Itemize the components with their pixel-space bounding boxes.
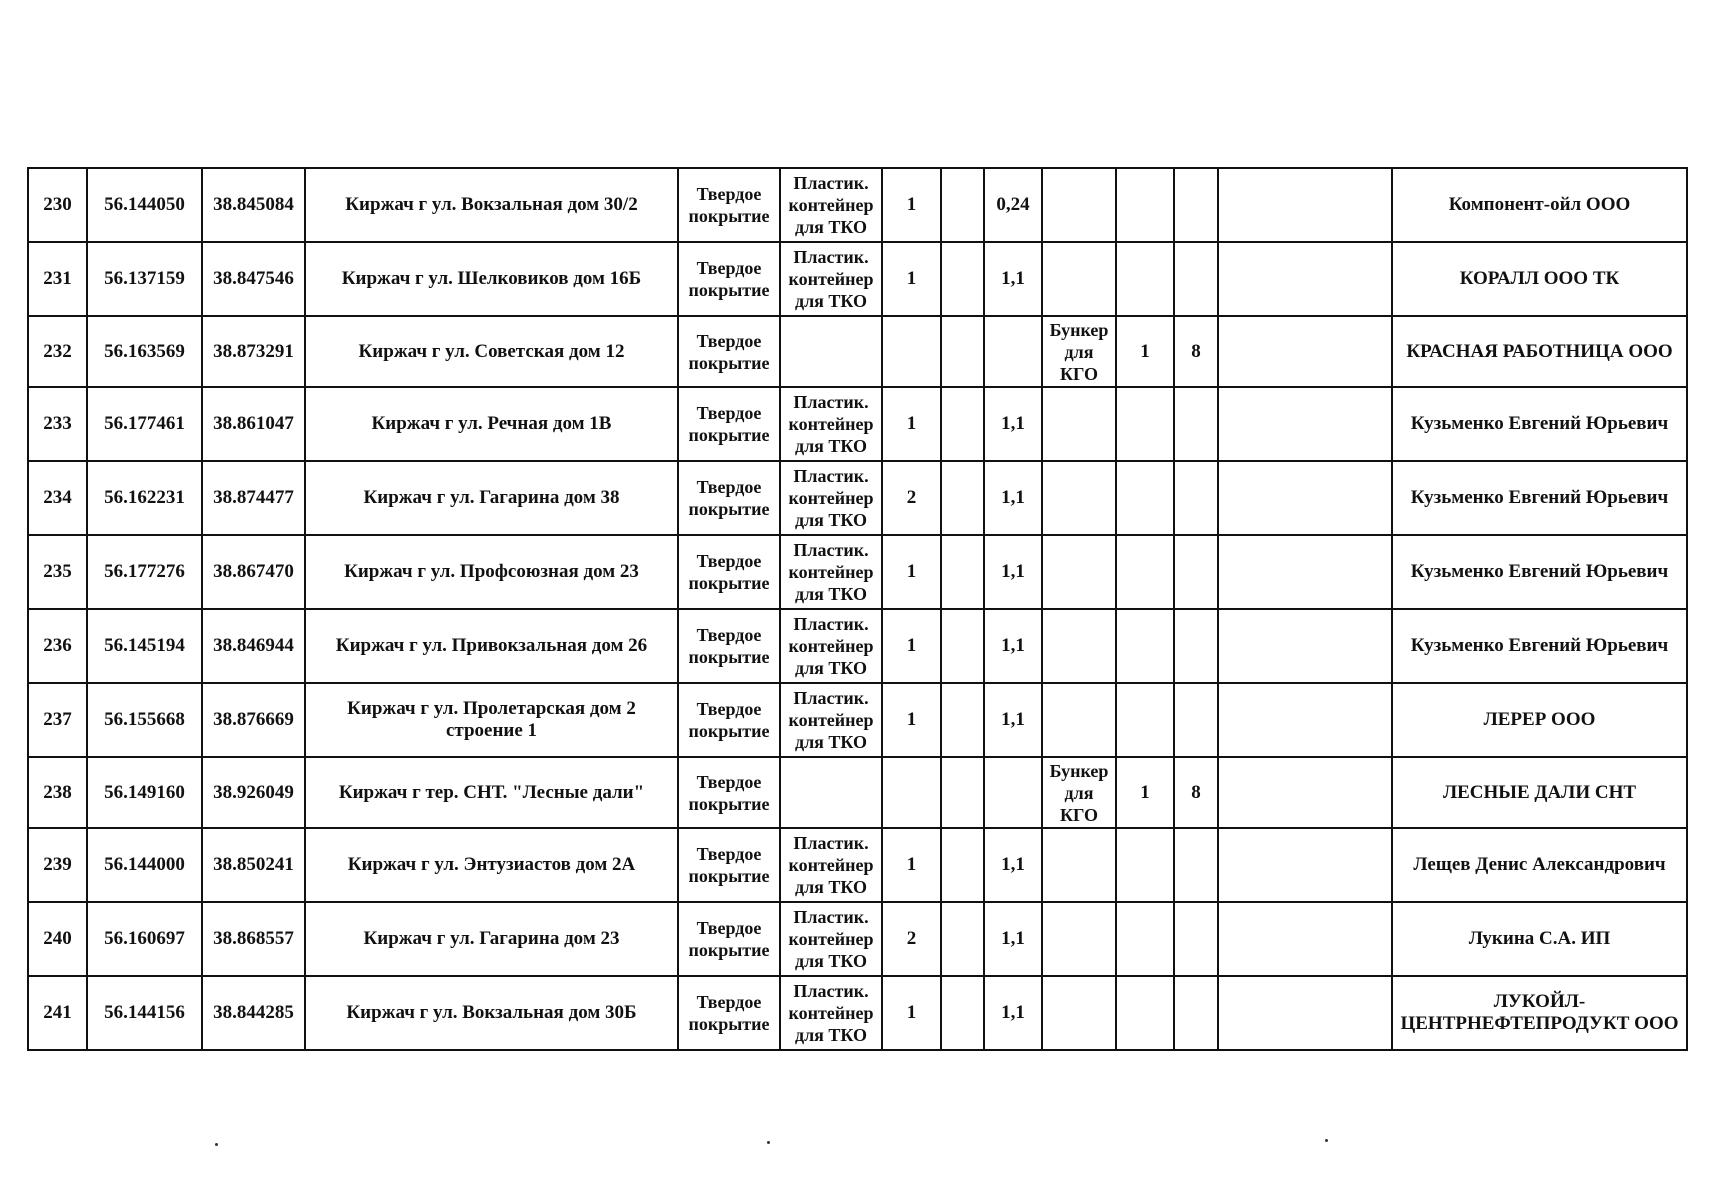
- container-volume-cell: 1,1: [984, 461, 1042, 535]
- owner-cell: Кузьменко Евгений Юрьевич: [1392, 461, 1687, 535]
- container-count-cell: 2: [882, 902, 941, 976]
- latitude-cell: 56.177276: [87, 535, 202, 609]
- surface-cell: Твердое покрытие: [678, 757, 780, 828]
- table-row: [28, 535, 1687, 609]
- bunker-type-cell: [1042, 461, 1116, 535]
- surface-cell: Твердое покрытие: [678, 609, 780, 683]
- bunker-count-cell: [1116, 387, 1174, 461]
- address-cell: Киржач г ул. Профсоюзная дом 23: [305, 535, 678, 609]
- bunker-volume-cell: [1174, 387, 1218, 461]
- table-row: [28, 242, 1687, 316]
- table-row: [28, 828, 1687, 902]
- bunker-count-cell: 1: [1116, 757, 1174, 828]
- longitude-cell: 38.873291: [202, 316, 305, 387]
- surface-cell: Твердое покрытие: [678, 976, 780, 1050]
- row-number: 241: [28, 976, 87, 1050]
- empty-cell: [941, 609, 984, 683]
- empty-cell: [1218, 828, 1392, 902]
- bunker-count-cell: [1116, 828, 1174, 902]
- row-number: 232: [28, 316, 87, 387]
- owner-cell: КОРАЛЛ ООО ТК: [1392, 242, 1687, 316]
- table-row: [28, 683, 1687, 757]
- container-type-cell: [780, 316, 882, 387]
- empty-cell: [1218, 902, 1392, 976]
- bunker-volume-cell: [1174, 461, 1218, 535]
- empty-cell: [941, 535, 984, 609]
- row-number: 235: [28, 535, 87, 609]
- owner-cell: ЛЕСНЫЕ ДАЛИ СНТ: [1392, 757, 1687, 828]
- latitude-cell: 56.144000: [87, 828, 202, 902]
- table-row: [28, 902, 1687, 976]
- container-count-cell: 1: [882, 828, 941, 902]
- owner-cell: КРАСНАЯ РАБОТНИЦА ООО: [1392, 316, 1687, 387]
- surface-cell: Твердое покрытие: [678, 387, 780, 461]
- empty-cell: [941, 902, 984, 976]
- longitude-cell: 38.926049: [202, 757, 305, 828]
- bunker-type-cell: [1042, 828, 1116, 902]
- table-row: [28, 757, 1687, 828]
- container-volume-cell: 1,1: [984, 609, 1042, 683]
- table-row: [28, 609, 1687, 683]
- container-volume-cell: 1,1: [984, 828, 1042, 902]
- bunker-type-cell: [1042, 683, 1116, 757]
- empty-cell: [941, 976, 984, 1050]
- container-volume-cell: 1,1: [984, 387, 1042, 461]
- address-cell: Киржач г тер. СНТ. "Лесные дали": [305, 757, 678, 828]
- container-type-cell: Пластик. контейнер для ТКО: [780, 683, 882, 757]
- container-count-cell: 2: [882, 461, 941, 535]
- owner-cell: Кузьменко Евгений Юрьевич: [1392, 609, 1687, 683]
- container-type-cell: Пластик. контейнер для ТКО: [780, 976, 882, 1050]
- container-type-cell: Пластик. контейнер для ТКО: [780, 387, 882, 461]
- bunker-type-cell: Бункер для КГО: [1042, 316, 1116, 387]
- scan-dot: [1325, 1139, 1328, 1142]
- container-type-cell: Пластик. контейнер для ТКО: [780, 609, 882, 683]
- bunker-type-cell: [1042, 976, 1116, 1050]
- bunker-type-cell: [1042, 242, 1116, 316]
- container-count-cell: 1: [882, 535, 941, 609]
- empty-cell: [941, 757, 984, 828]
- latitude-cell: 56.177461: [87, 387, 202, 461]
- bunker-volume-cell: [1174, 828, 1218, 902]
- latitude-cell: 56.137159: [87, 242, 202, 316]
- empty-cell: [1218, 976, 1392, 1050]
- longitude-cell: 38.844285: [202, 976, 305, 1050]
- row-number: 231: [28, 242, 87, 316]
- row-number: 240: [28, 902, 87, 976]
- owner-cell: Компонент-ойл ООО: [1392, 168, 1687, 242]
- empty-cell: [941, 168, 984, 242]
- container-count-cell: 1: [882, 609, 941, 683]
- empty-cell: [941, 683, 984, 757]
- latitude-cell: 56.163569: [87, 316, 202, 387]
- container-type-cell: Пластик. контейнер для ТКО: [780, 902, 882, 976]
- row-number: 236: [28, 609, 87, 683]
- bunker-count-cell: [1116, 461, 1174, 535]
- container-count-cell: [882, 757, 941, 828]
- empty-cell: [941, 316, 984, 387]
- empty-cell: [1218, 609, 1392, 683]
- owner-cell: Лещев Денис Александрович: [1392, 828, 1687, 902]
- surface-cell: Твердое покрытие: [678, 242, 780, 316]
- bunker-volume-cell: 8: [1174, 757, 1218, 828]
- empty-cell: [941, 387, 984, 461]
- bunker-type-cell: Бункер для КГО: [1042, 757, 1116, 828]
- empty-cell: [941, 828, 984, 902]
- row-number: 234: [28, 461, 87, 535]
- scan-dot: [767, 1141, 770, 1144]
- address-cell: Киржач г ул. Привокзальная дом 26: [305, 609, 678, 683]
- latitude-cell: 56.162231: [87, 461, 202, 535]
- longitude-cell: 38.850241: [202, 828, 305, 902]
- container-volume-cell: [984, 757, 1042, 828]
- surface-cell: Твердое покрытие: [678, 316, 780, 387]
- address-cell: Киржач г ул. Речная дом 1В: [305, 387, 678, 461]
- surface-cell: Твердое покрытие: [678, 461, 780, 535]
- bunker-volume-cell: [1174, 535, 1218, 609]
- latitude-cell: 56.144156: [87, 976, 202, 1050]
- surface-cell: Твердое покрытие: [678, 168, 780, 242]
- empty-cell: [1218, 168, 1392, 242]
- bunker-volume-cell: [1174, 242, 1218, 316]
- address-cell: Киржач г ул. Советская дом 12: [305, 316, 678, 387]
- table-row: [28, 387, 1687, 461]
- container-count-cell: 1: [882, 242, 941, 316]
- container-volume-cell: [984, 316, 1042, 387]
- empty-cell: [1218, 757, 1392, 828]
- container-type-cell: [780, 757, 882, 828]
- bunker-count-cell: [1116, 168, 1174, 242]
- longitude-cell: 38.876669: [202, 683, 305, 757]
- table-row: [28, 461, 1687, 535]
- container-type-cell: Пластик. контейнер для ТКО: [780, 242, 882, 316]
- owner-cell: Кузьменко Евгений Юрьевич: [1392, 387, 1687, 461]
- surface-cell: Твердое покрытие: [678, 535, 780, 609]
- empty-cell: [1218, 316, 1392, 387]
- address-cell: Киржач г ул. Энтузиастов дом 2А: [305, 828, 678, 902]
- table-row: [28, 168, 1687, 242]
- container-volume-cell: 1,1: [984, 242, 1042, 316]
- table-row: [28, 976, 1687, 1050]
- container-volume-cell: 1,1: [984, 535, 1042, 609]
- surface-cell: Твердое покрытие: [678, 683, 780, 757]
- table-row: [28, 316, 1687, 387]
- latitude-cell: 56.155668: [87, 683, 202, 757]
- empty-cell: [1218, 461, 1392, 535]
- container-type-cell: Пластик. контейнер для ТКО: [780, 828, 882, 902]
- latitude-cell: 56.144050: [87, 168, 202, 242]
- container-count-cell: 1: [882, 976, 941, 1050]
- container-type-cell: Пластик. контейнер для ТКО: [780, 168, 882, 242]
- empty-cell: [1218, 683, 1392, 757]
- bunker-type-cell: [1042, 535, 1116, 609]
- bunker-type-cell: [1042, 609, 1116, 683]
- owner-cell: ЛУКОЙЛ-ЦЕНТРНЕФТЕПРОДУКТ ООО: [1392, 976, 1687, 1050]
- container-count-cell: 1: [882, 168, 941, 242]
- bunker-volume-cell: [1174, 683, 1218, 757]
- bunker-count-cell: [1116, 609, 1174, 683]
- owner-cell: Лукина С.А. ИП: [1392, 902, 1687, 976]
- scan-dot: [215, 1143, 218, 1146]
- latitude-cell: 56.145194: [87, 609, 202, 683]
- empty-cell: [1218, 242, 1392, 316]
- bunker-type-cell: [1042, 168, 1116, 242]
- row-number: 233: [28, 387, 87, 461]
- surface-cell: Твердое покрытие: [678, 902, 780, 976]
- empty-cell: [941, 242, 984, 316]
- container-volume-cell: 0,24: [984, 168, 1042, 242]
- bunker-type-cell: [1042, 387, 1116, 461]
- longitude-cell: 38.845084: [202, 168, 305, 242]
- bunker-type-cell: [1042, 902, 1116, 976]
- latitude-cell: 56.160697: [87, 902, 202, 976]
- row-number: 230: [28, 168, 87, 242]
- owner-cell: Кузьменко Евгений Юрьевич: [1392, 535, 1687, 609]
- bunker-volume-cell: [1174, 902, 1218, 976]
- container-type-cell: Пластик. контейнер для ТКО: [780, 535, 882, 609]
- bunker-volume-cell: [1174, 609, 1218, 683]
- container-volume-cell: 1,1: [984, 902, 1042, 976]
- address-cell: Киржач г ул. Вокзальная дом 30/2: [305, 168, 678, 242]
- address-cell: Киржач г ул. Гагарина дом 38: [305, 461, 678, 535]
- row-number: 238: [28, 757, 87, 828]
- latitude-cell: 56.149160: [87, 757, 202, 828]
- longitude-cell: 38.846944: [202, 609, 305, 683]
- longitude-cell: 38.867470: [202, 535, 305, 609]
- row-number: 239: [28, 828, 87, 902]
- longitude-cell: 38.847546: [202, 242, 305, 316]
- longitude-cell: 38.868557: [202, 902, 305, 976]
- empty-cell: [1218, 535, 1392, 609]
- bunker-count-cell: [1116, 976, 1174, 1050]
- bunker-count-cell: [1116, 902, 1174, 976]
- waste-sites-table: [27, 167, 1688, 1051]
- address-cell: Киржач г ул. Вокзальная дом 30Б: [305, 976, 678, 1050]
- empty-cell: [941, 461, 984, 535]
- surface-cell: Твердое покрытие: [678, 828, 780, 902]
- longitude-cell: 38.861047: [202, 387, 305, 461]
- longitude-cell: 38.874477: [202, 461, 305, 535]
- container-volume-cell: 1,1: [984, 683, 1042, 757]
- row-number: 237: [28, 683, 87, 757]
- container-type-cell: Пластик. контейнер для ТКО: [780, 461, 882, 535]
- address-cell: Киржач г ул. Гагарина дом 23: [305, 902, 678, 976]
- bunker-count-cell: [1116, 535, 1174, 609]
- container-volume-cell: 1,1: [984, 976, 1042, 1050]
- bunker-volume-cell: 8: [1174, 316, 1218, 387]
- bunker-count-cell: [1116, 242, 1174, 316]
- container-count-cell: [882, 316, 941, 387]
- container-count-cell: 1: [882, 683, 941, 757]
- bunker-count-cell: [1116, 683, 1174, 757]
- address-cell: Киржач г ул. Пролетарская дом 2 строение 1: [305, 683, 678, 757]
- bunker-volume-cell: [1174, 168, 1218, 242]
- empty-cell: [1218, 387, 1392, 461]
- address-cell: Киржач г ул. Шелковиков дом 16Б: [305, 242, 678, 316]
- table-body: [28, 168, 1687, 1050]
- bunker-count-cell: 1: [1116, 316, 1174, 387]
- owner-cell: ЛЕРЕР ООО: [1392, 683, 1687, 757]
- container-count-cell: 1: [882, 387, 941, 461]
- bunker-volume-cell: [1174, 976, 1218, 1050]
